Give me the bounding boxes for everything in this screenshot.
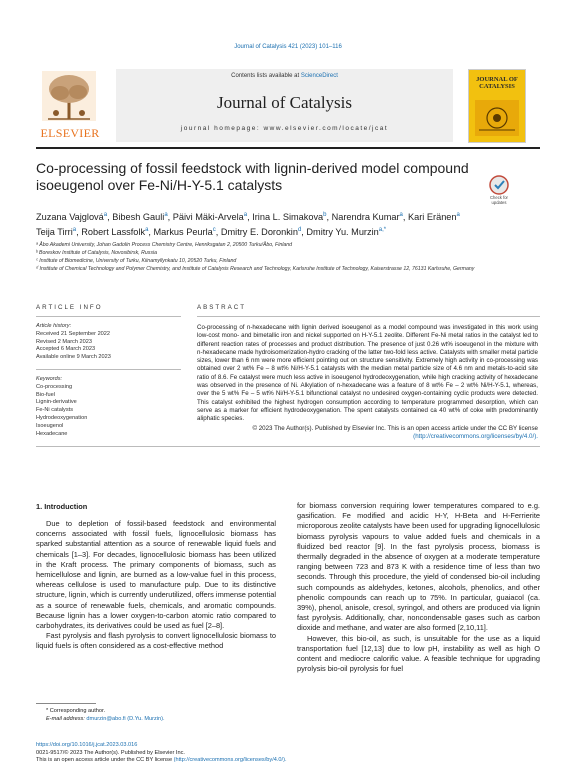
author-name: Kari Eränen [408,212,457,223]
journal-header [36,69,540,144]
keywords-rule [36,369,181,370]
contents-prefix: Contents lists available at [231,73,301,79]
introduction-heading: 1. Introduction [36,502,88,511]
abstract-rule [197,316,540,317]
keyword: Isoeugenol [36,422,64,429]
license-link[interactable]: (http://creativecommons.org/licenses/by/4.0/). [413,433,538,441]
article-title: Co-processing of fossil feedstock with lignin-derived model compound isoeugenol over Fe-Ni/H-Y-5.1 catalysts [36,160,469,193]
abstract-heading: ABSTRACT [197,304,247,311]
affiliation-a: ᵃ Åbo Akademi University, Johan Gadolin Process Chemistry Centre, Henriksgatan 2, 20500 Turku/Åbo, Finland [36,242,293,248]
check-for-updates-button[interactable] [483,173,515,205]
journal-title: Journal of Catalysis [216,93,353,112]
author-affiliation-mark[interactable]: a [243,212,248,218]
cover-graphic-icon [475,100,519,136]
header-rule [36,147,540,149]
intro-paragraph: However, this bio-oil, as such, is unsuitable for the use as a liquid transportation fuel [12,13] due to low pH, instability as well as high O content and mediocre calorific value. A feasible technique for upgrading pyrolysis bio-oil pyrolysis for fuel [297,633,540,674]
footnotes [36,707,276,723]
history-revised: Revised 2 March 2023 [36,338,92,345]
intro-paragraph: Due to depletion of fossil-based feedstock and environmental concerns associated with fossil fuels, lignocellulosic biomass has sparked substantial attention as a source of renewable liquid fuels and chemicals [1–3]. For decades, lignocellulosic biomass has been utilized in the Kraft process. The primary components of biomass, such as hemicellulose and lignin, are burned as a low-value fuel in this process, whereas cellulose is used to manufacture pulp. Due to its distinctive structure, lignin, which is currently underutilized, offers immense potential as a source of renewable fuels, chemicals, and aromatic compounds. Because lignin has a lower oxygen-to-carbon atomic ratio compared to carbohydrates, its derivatives could be used as fuel [2–8]. [36,519,276,631]
keyword: Hexadecane [36,430,68,437]
author-affiliation-mark[interactable]: b [323,212,327,218]
abstract-end-rule [36,446,540,447]
journal-masthead [116,69,453,142]
author[interactable] [112,212,167,222]
author-name: Päivi Mäki-Arvela [172,212,244,223]
journal-homepage[interactable]: journal homepage: www.elsevier.com/locate/jcat [180,125,389,132]
article-history [36,323,186,362]
author-name: Robert Lassfolk [81,227,146,238]
keyword: Co-processing [36,383,73,390]
info-rule [36,316,181,317]
history-label: Article history: [36,323,72,329]
author-name: Irina L. Simakova [252,212,324,223]
keyword: Fe-Ni catalysts [36,407,73,414]
intro-left-column [36,519,276,652]
author-affiliation-mark[interactable]: a [164,212,168,218]
author-affiliation-mark[interactable]: d [297,227,302,234]
elsevier-logo[interactable] [36,69,104,141]
author[interactable] [154,227,216,237]
author-line-1: Zuzana Vajglová$^a$, Bibesh Gauli$^a$, Päivi Mäki-Arvela$^a$, Irina L. Simakova$^b$, Narendra Kumar$^a$, Kari Eränen$^a$ [36,212,460,223]
affiliation-d: ᵈ Institute of Chemical Technology and Polymer Chemistry, and Institute of Catalysis Research and Technology, Karlsruhe Institute of Technology, Kaiserstrasse 12, 76131 Karlsruhe, Germany [36,266,475,272]
email-note [36,715,276,723]
journal-reference[interactable]: Journal of Catalysis 421 (2023) 101–116 [234,44,342,50]
author[interactable] [173,212,247,222]
license-line [36,757,336,765]
history-received: Received 21 September 2022 [36,330,111,337]
author-affiliation-mark[interactable]: a [103,212,108,218]
contents-line [116,73,453,79]
author[interactable] [332,212,403,222]
check-updates-label: Check for updates [490,195,508,205]
keyword: Bio-fuel [36,391,55,398]
keyword: Lignin-derivative [36,399,77,406]
intro-right-column [297,501,540,674]
email-label: E-mail address: [46,716,87,722]
author-name: Markus Peurla [153,227,213,238]
author[interactable] [81,227,148,237]
article-footer [36,742,336,765]
keywords-label: Keywords: [36,376,63,382]
corresponding-note: * Corresponding author. [46,708,106,714]
author[interactable] [36,227,76,237]
keywords [36,376,186,438]
author[interactable] [408,212,460,222]
article-info-heading: ARTICLE INFO [36,304,103,311]
abstract-copyright [197,425,538,442]
author-affiliation-mark[interactable]: a,* [378,227,387,234]
keyword: Hydrodeoxygenation [36,414,88,421]
elsevier-wordmark: ELSEVIER [40,126,100,140]
author-affiliation-mark[interactable]: c [212,227,216,234]
elsevier-tree-icon [42,71,96,121]
author-name: Dmitry E. Doronkin [220,227,298,238]
author-name: Teija Tirri [36,227,73,238]
doi-link[interactable]: https://doi.org/10.1016/j.jcat.2023.03.016 [36,742,138,748]
author-name: Dmitry Yu. Murzin [306,227,379,238]
footnote-rule [36,703,96,704]
author-list [36,209,542,239]
abstract-text: Co-processing of n-hexadecane with lignin derived isoeugenol as a model compound was investigated in this work using low-cost mono- and bimetallic iron and nickel supported on H-Y-5.1 zeolite. Different Fe-Ni metal ratios in the catalyst led to different reaction rates of processes and product distribution. The presence of just 0.26 wt% isoeugenol in the mixture with n-hexadecane made hydroisomerization-hydro cracking of the latter two-fold less active. Catalysts with smaller metal particle sizes, lower than 6 nm were more efficient pointing out on structure sensitivity. Extremely high activity in co-processing was obtained over 2 wt% Fe – 8 wt% Ni/H-Y-5.1 catalysts with the median metal particle size of 4.6 nm and metals-to-acid site ratio of 8.6. Fe catalyst were much less active in isoeugenol hydrodeoxygenation, while high cracking activity of hexadecane was observed in the presence of Ni. Alkylation of n-hexadecane was a feature of 8 wt% Fe – 2 wt% Ni/H-Y-5.1, whereas, over the 5 wt% Fe – 5 wt% Ni/H-Y-5.1 bifunctional catalyst no undesired oxygen-containing cyclic products were detected. This catalyst exhibited the highest hydrogen consumption according to temperature programmed desorption, which can serve as a marker for efficient hydrodeoxygenation. The spent catalysts contained ca 40 wt% of coke with predominantly aliphatic species. [197,324,538,423]
author-affiliation-mark[interactable]: a [72,227,77,234]
author-name: Narendra Kumar [331,212,400,223]
copyright-text: © 2023 The Author(s). Published by Elsevier Inc. This is an open access article under the CC BY license [252,425,538,432]
affiliation-b: ᵇ Boreskov Institute of Catalysis, Novosibirsk, Russia [36,250,157,256]
author[interactable] [252,212,326,222]
author-affiliation-mark[interactable]: a [456,212,460,218]
affiliation-c: ᶜ Institute of Biomedicine, University of Turku, Kiinamyllynkatu 10, 20520 Turku, Finland [36,258,237,264]
history-accepted: Accepted 6 March 2023 [36,346,96,353]
footer-license-link[interactable]: (http://creativecommons.org/licenses/by/4.0/). [173,757,287,764]
author-name: Bibesh Gauli [112,212,165,223]
author-affiliation-mark[interactable]: a [145,227,149,234]
intro-paragraph: for biomass conversion requiring lower temperatures compared to e.g. gasification. Fe modified and acidic H-Y, H-Beta and H-Ferrierite microporous zeolite catalysts have been used for upgrading lignocellulosic biomass pyrolysis vapours to value added fuels and chemicals in a fluidized bed reactor [9]. In the fast pyrolysis process, biomass is thermally degraded in the absence of oxygen at a moderate temperature ranging between 723 and 873 K with a residence time of less than two seconds. Through this procedure, the yield of condensed bio-oil including such compounds as aldehydes, ketones, alcohols, phenolics, and other phenolic compounds can reach up to 75%. In particular, guaiacol (ca. 39%), phenol, anisole, cresol, syringol, and others are produced via lignin fast pyrolysis. Additionally, char, noncondensable gases such as carbon dioxide and methane, and water are also formed [2,10,11]. [297,501,540,633]
author-line-2: Teija Tirri$^a$, Robert Lassfolk$^a$, Markus Peurla$^c$, Dmitry E. Doronkin$^d$, Dmitry Yu. Murzin$^{a,*}$ [36,227,387,238]
author-affiliation-mark[interactable]: a [399,212,403,218]
cover-title: JOURNAL OF CATALYSIS [476,76,518,90]
author[interactable] [36,212,107,222]
license-prefix: This is an open access article under the CC BY license [36,757,174,764]
history-online: Available online 9 March 2023 [36,354,111,361]
author[interactable] [306,227,386,237]
issn-line: 0021-9517/© 2023 The Author(s). Published by Elsevier Inc. [36,749,185,756]
email-link[interactable]: dmurzin@abo.fi (D.Yu. Murzin). [86,716,165,722]
author[interactable] [221,227,301,237]
intro-paragraph: Fast pyrolysis and flash pyrolysis to convert lignocellulosic biomass to liquid fuels is often considered as a cost-effective method [36,631,276,651]
author-name: Zuzana Vajglová [36,212,104,223]
affiliations [36,241,542,273]
journal-cover[interactable] [468,69,526,143]
sciencedirect-link[interactable]: ScienceDirect [300,73,338,79]
